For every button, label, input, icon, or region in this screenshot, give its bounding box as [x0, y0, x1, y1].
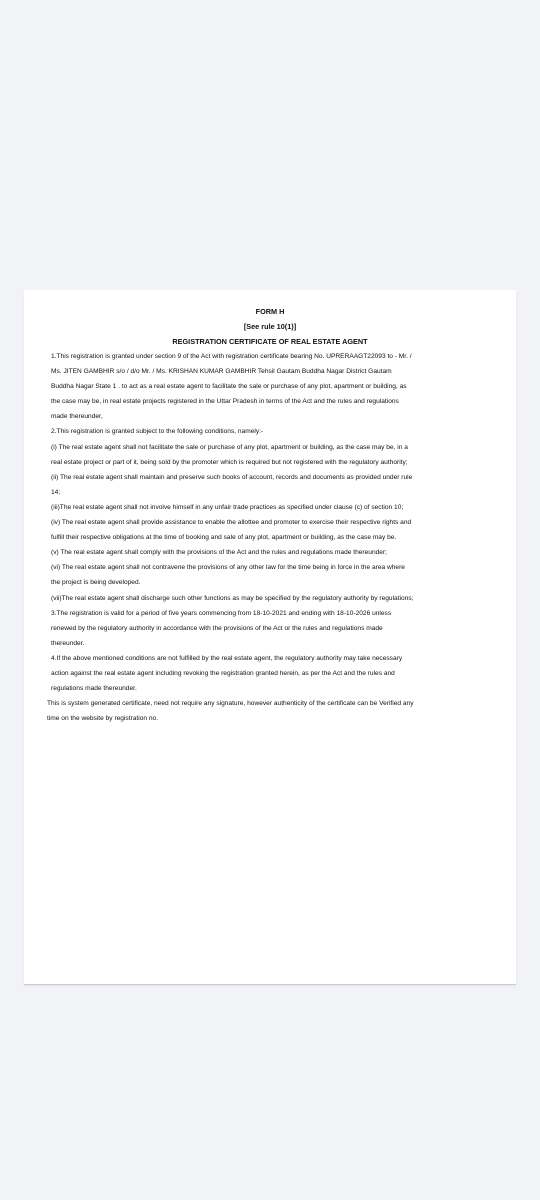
certificate-content: [24, 304, 516, 726]
paragraph-line: 14;: [51, 488, 61, 496]
certificate-paragraph: [24, 440, 516, 470]
certificate-paragraph: [24, 591, 516, 606]
paragraph-line: (vi) The real estate agent shall not contravene the provisions of any other law for the time being in force in the area where: [51, 564, 405, 572]
certificate-paragraph: [24, 560, 516, 590]
paragraph-line: (i) The real estate agent shall not facilitate the sale or purchase of any plot, apartment or building, as the case may be, in a: [51, 443, 408, 451]
rule-reference: [See rule 10(1)]: [243, 322, 297, 331]
certificate-paragraph: [24, 606, 516, 651]
footer-line: time on the website by registration no.: [47, 715, 159, 723]
paragraph-line: (vii)The real estate agent shall discharge such other functions as may be specified by the regulatory authority by regulations;: [51, 594, 414, 602]
paragraph-line: (iv) The real estate agent shall provide assistance to enable the allottee and promoter to exercise their respective rights and: [51, 519, 412, 527]
form-title: FORM H: [255, 307, 285, 316]
footer-note: [24, 696, 516, 726]
certificate-paragraph: [24, 424, 516, 439]
paragraph-line: the project is being developed.: [51, 579, 141, 587]
paragraph-line: Ms. JITEN GAMBHIR s/o / d/o Mr. / Ms. KRISHAN KUMAR GAMBHIR Tehsil Gautam Buddha Nagar District Gautam: [51, 368, 392, 376]
certificate-heading: REGISTRATION CERTIFICATE OF REAL ESTATE AGENT: [172, 337, 368, 346]
certificate-page: [24, 290, 516, 984]
paragraph-line: (iii)The real estate agent shall not involve himself in any unfair trade practices as specified under clause (c) of section 10;: [51, 503, 404, 511]
certificate-paragraph: [24, 500, 516, 515]
paragraph-line: 1.This registration is granted under section 9 of the Act with registration certificate bearing No. UPRERAAGT22093 to - Mr. /: [51, 353, 412, 360]
certificate-paragraph: [24, 349, 516, 424]
paragraph-line: 4.If the above mentioned conditions are not fulfilled by the real estate agent, the regulatory authority may take necessary: [51, 654, 403, 662]
paragraph-line: real estate project or part of it, being sold by the promoter which is required but not registered with the regulatory authority;: [51, 458, 408, 466]
paragraph-line: the case may be, in real estate projects registered in the Uttar Pradesh in terms of the Act and the rules and regulations: [51, 398, 399, 406]
paragraph-line: made thereunder,: [51, 413, 103, 421]
certificate-paragraph: [24, 515, 516, 545]
footer-line: This is system generated certificate, need not require any signature, however authenticity of the certificate can be Verified any: [47, 700, 414, 708]
paragraph-line: 3.The registration is valid for a period of five years commencing from 18-10-2021 and ending with 18-10-2026 unless: [51, 609, 392, 617]
certificate-paragraph: [24, 545, 516, 560]
paragraph-line: (v) The real estate agent shall comply with the provisions of the Act and the rules and regulations made thereunder;: [51, 549, 387, 557]
certificate-paragraph: [24, 470, 516, 500]
paragraph-line: action against the real estate agent including revoking the registration granted herein, as per the Act and the rules and: [51, 669, 395, 677]
paragraph-line: regulations made thereunder.: [51, 685, 137, 693]
paragraph-line: renewed by the regulatory authority in accordance with the provisions of the Act or the rules and regulations made: [51, 624, 383, 632]
certificate-body: [24, 349, 516, 696]
certificate-paragraph: [24, 651, 516, 696]
paragraph-line: fulfill their respective obligations at the time of booking and sale of any plot, apartment or building, as the case may be.: [51, 534, 397, 542]
paragraph-line: (ii) The real estate agent shall maintain and preserve such books of account, records and documents as provided under rule: [51, 473, 413, 481]
paragraph-line: Buddha Nagar State 1 . to act as a real estate agent to facilitate the sale or purchase of any plot, apartment or building, as: [51, 383, 407, 391]
paragraph-line: 2.This registration is granted subject to the following conditions, namely:-: [51, 428, 264, 436]
paragraph-line: thereunder.: [51, 639, 85, 647]
